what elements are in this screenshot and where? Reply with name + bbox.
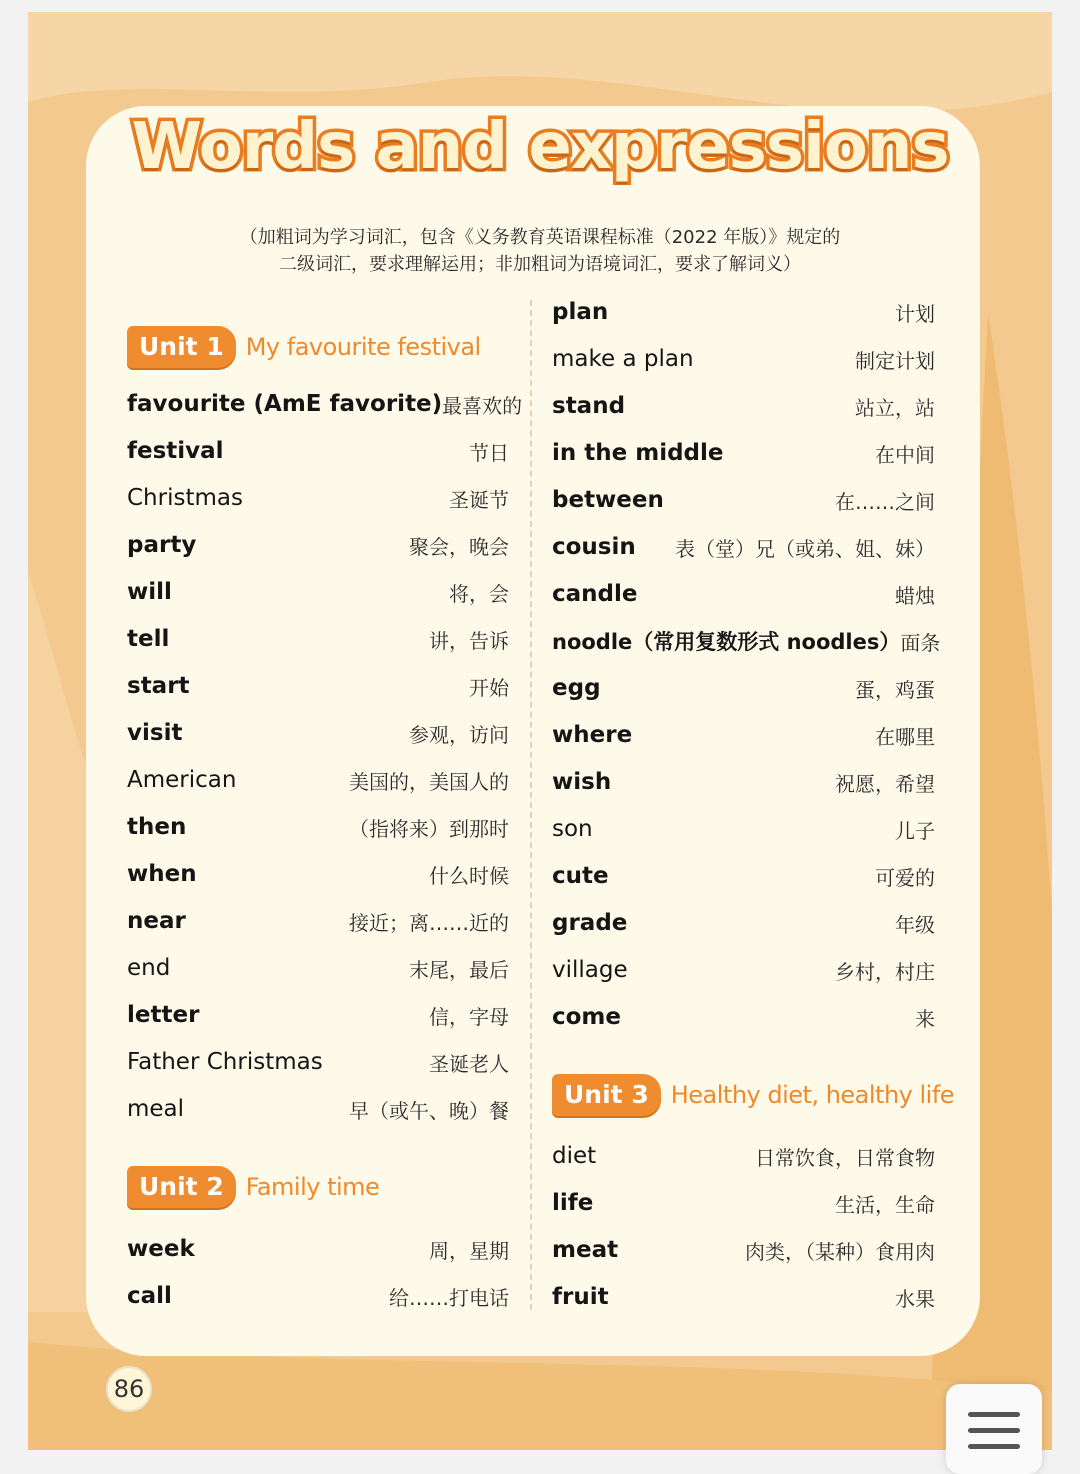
vocab-entry [127, 995, 509, 1035]
vocab-entry [552, 386, 935, 426]
menu-line [968, 1428, 1020, 1433]
meaning: 乡村，村庄 [835, 959, 935, 984]
meaning: 制定计划 [855, 348, 935, 373]
meaning: 可爱的 [875, 865, 935, 890]
unit-2-title: Family time [245, 1173, 380, 1201]
vocab-entry [552, 292, 935, 332]
vocab-entry [552, 950, 935, 990]
page-number: 86 [106, 1366, 152, 1412]
word: diet [552, 1143, 597, 1169]
menu-line [968, 1412, 1020, 1417]
meaning: 生活，生命 [835, 1192, 935, 1217]
word: come [552, 1004, 621, 1030]
meaning: 在中间 [875, 442, 935, 467]
word: call [127, 1283, 172, 1309]
vocab-entry [552, 527, 935, 567]
vocab-entry [127, 948, 509, 988]
vocab-entry [127, 807, 509, 847]
unit-1-badge: Unit 1 [127, 326, 236, 368]
meaning: 将，会 [449, 581, 509, 606]
meaning: 什么时候 [429, 863, 509, 888]
vocab-entry [552, 809, 935, 849]
word: wish [552, 769, 612, 795]
word: will [127, 579, 172, 605]
meaning: 水果 [895, 1286, 935, 1311]
meaning: （指将来）到那时 [349, 816, 509, 841]
meaning: 圣诞节 [449, 487, 509, 512]
vocab-entry [127, 760, 509, 800]
meaning: 来 [915, 1006, 935, 1031]
meaning: 信，字母 [429, 1004, 509, 1029]
meaning: 聚会，晚会 [409, 534, 509, 559]
vocab-entry [552, 433, 935, 473]
word: noodle（常用复数形式 noodles） [552, 630, 901, 654]
vocab-entry [552, 339, 935, 379]
word: son [552, 816, 593, 842]
word: meat [552, 1237, 619, 1263]
meaning: 参观，访问 [409, 722, 509, 747]
unit-1-header [127, 326, 481, 368]
word: tell [127, 626, 170, 652]
meaning: 祝愿，希望 [835, 771, 935, 796]
word: Christmas [127, 485, 243, 511]
menu-line [968, 1444, 1020, 1449]
vocab-entry [127, 901, 509, 941]
meaning: 节日 [469, 440, 509, 465]
vocab-entry [552, 903, 935, 943]
vocab-entry [127, 1089, 509, 1129]
meaning: 美国的，美国人的 [349, 769, 509, 794]
meaning: 接近；离……近的 [349, 910, 509, 935]
vocab-entry [127, 478, 509, 518]
word: festival [127, 438, 224, 464]
word: egg [552, 675, 601, 701]
word: favourite (AmE favorite) [127, 391, 443, 417]
meaning: 末尾，最后 [409, 957, 509, 982]
meaning: 开始 [469, 675, 509, 700]
word: life [552, 1190, 594, 1216]
meaning: 给……打电话 [389, 1285, 509, 1310]
vocab-entry [127, 666, 509, 706]
word: where [552, 722, 633, 748]
vocab-entry [127, 713, 509, 753]
meaning: 儿子 [895, 818, 935, 843]
word: fruit [552, 1284, 609, 1310]
word: grade [552, 910, 628, 936]
vocab-entry [552, 997, 935, 1037]
vocab-entry [127, 384, 523, 424]
unit-2-badge: Unit 2 [127, 1166, 236, 1208]
vocab-entry [127, 431, 509, 471]
vocab-entry [552, 668, 935, 708]
meaning: 站立，站 [855, 395, 935, 420]
meaning: 表（堂）兄（或弟、姐、妹） [675, 536, 935, 561]
vocab-entry [552, 856, 935, 896]
meaning: 在……之间 [835, 489, 935, 514]
word: near [127, 908, 186, 934]
vocab-entry [552, 762, 935, 802]
unit-1-title: My favourite festival [245, 333, 481, 361]
column-divider [530, 300, 532, 1310]
subtitle-line-1: （加粗词为学习词汇，包含《义务教育英语课程标准（2022 年版）》规定的 [239, 227, 841, 248]
meaning: 蛋，鸡蛋 [855, 677, 935, 702]
vocab-entry [127, 1042, 509, 1082]
subtitle [150, 224, 930, 278]
unit-3-title: Healthy diet, healthy life [670, 1081, 955, 1109]
word: letter [127, 1002, 200, 1028]
word: cousin [552, 534, 636, 560]
meaning: 早（或午、晚）餐 [349, 1098, 509, 1123]
subtitle-line-2: 二级词汇，要求理解运用；非加粗词为语境词汇，要求了解词义） [279, 254, 801, 275]
vocab-entry [127, 1229, 509, 1269]
word: week [127, 1236, 195, 1262]
vocab-entry [127, 854, 509, 894]
hamburger-menu-icon[interactable] [946, 1384, 1042, 1474]
unit-3-header [552, 1074, 954, 1116]
vocab-entry [127, 1276, 509, 1316]
word: cute [552, 863, 609, 889]
vocab-entry [127, 572, 509, 612]
word: American [127, 767, 237, 793]
word: plan [552, 299, 609, 325]
vocab-entry [552, 480, 935, 520]
vocab-entry [552, 1230, 935, 1270]
meaning: 日常饮食，日常食物 [755, 1145, 935, 1170]
word: between [552, 487, 664, 513]
word: when [127, 861, 197, 887]
meaning: 在哪里 [875, 724, 935, 749]
word: visit [127, 720, 183, 746]
unit-3-badge: Unit 3 [552, 1074, 661, 1116]
meaning: 面条 [900, 630, 941, 655]
meaning: 蜡烛 [895, 583, 935, 608]
vocab-entry [552, 1183, 935, 1223]
word: start [127, 673, 190, 699]
word: in the middle [552, 440, 724, 466]
vocab-entry [552, 715, 935, 755]
meaning: 讲，告诉 [429, 628, 509, 653]
word: then [127, 814, 187, 840]
word: village [552, 957, 628, 983]
meaning: 周，星期 [429, 1238, 509, 1263]
vocab-entry [552, 1277, 935, 1317]
word: meal [127, 1096, 185, 1122]
meaning: 计划 [895, 301, 935, 326]
word: make a plan [552, 346, 694, 372]
word: party [127, 532, 197, 558]
word: candle [552, 581, 638, 607]
vocab-entry [127, 525, 509, 565]
meaning: 最喜欢的 [442, 393, 523, 418]
meaning: 年级 [895, 912, 935, 937]
word: Father Christmas [127, 1049, 323, 1075]
word: stand [552, 393, 626, 419]
vocab-entry [552, 1136, 935, 1176]
meaning: 圣诞老人 [429, 1051, 509, 1076]
meaning: 肉类，（某种）食用肉 [745, 1239, 935, 1264]
word: end [127, 955, 171, 981]
vocab-entry [127, 619, 509, 659]
vocab-entry [552, 574, 935, 614]
vocab-entry [552, 621, 941, 661]
page-title: Words and expressions [131, 110, 949, 184]
unit-2-header [127, 1166, 379, 1208]
